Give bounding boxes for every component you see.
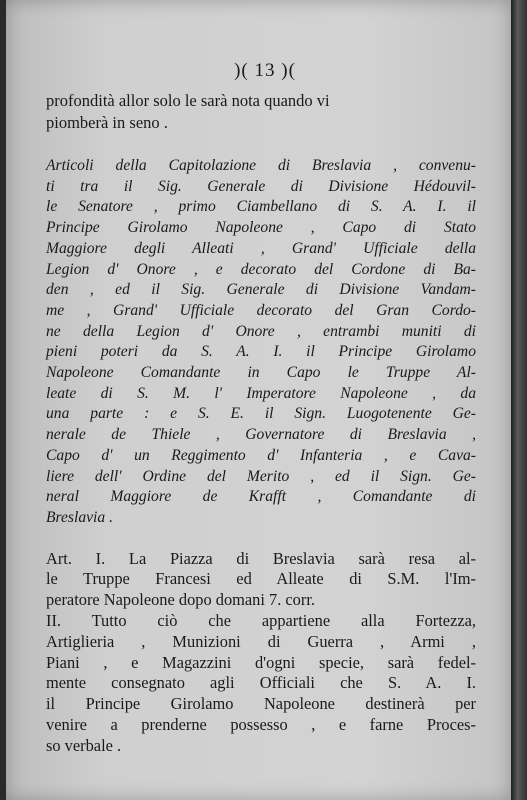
text-line: le Truppe Francesi ed Alleate di S.M. l'Im-: [46, 569, 476, 589]
text-line: Principe Girolamo Napoleone , Capo di Stato: [46, 219, 476, 237]
article-2: [46, 611, 476, 757]
text-line: le Senatore , primo Ciambellano di S. A. I. il: [46, 198, 476, 216]
text-line: Napoleone Comandante in Capo le Truppe Al-: [46, 364, 476, 382]
page-number: )( 13 )(: [234, 60, 296, 81]
capitulation-preamble: [46, 156, 476, 529]
text-line: Art. I. La Piazza di Breslavia sarà resa al-: [46, 548, 476, 568]
page-edge-shadow: [511, 0, 527, 800]
text-line: liere dell' Ordine del Merito , ed il Sign. Ge-: [46, 467, 476, 485]
text-line: me , Grand' Ufficiale decorato del Gran Cordo-: [46, 301, 476, 319]
text-line: pieni poteri da S. A. I. il Principe Girolamo: [46, 343, 476, 361]
text-line: profondità allor solo le sarà nota quando vi: [46, 91, 330, 110]
text-line: venire a prenderne possesso , e farne Proces-: [46, 715, 476, 735]
text-line: Articoli della Capitolazione di Breslavia , convenu-: [46, 157, 476, 174]
text-line: mente consegnato agli Officiali che S. A. I.: [46, 673, 476, 693]
text-line: nerale de Thiele , Governatore di Breslavia ,: [46, 426, 476, 444]
text-line: ne della Legion d' Onore , entrambi muniti di: [46, 322, 476, 340]
text-line: so verbale .: [46, 735, 122, 755]
article-1: [46, 549, 476, 611]
text-line: peratore Napoleone dopo domani 7. corr.: [46, 590, 315, 610]
text-line: Maggiore degli Alleati , Grand' Ufficiale della: [46, 239, 476, 257]
page-content: [46, 60, 476, 757]
text-line: ti tra il Sig. Generale di Divisione Hédouvil-: [46, 177, 476, 195]
text-line: leate di S. M. l' Imperatore Napoleone , da: [46, 384, 476, 402]
text-line: Breslavia .: [46, 508, 113, 526]
text-line: Piani , e Magazzini d'ogni specie, sarà fedel-: [46, 652, 476, 672]
text-line: neral Maggiore de Krafft , Comandante di: [46, 488, 476, 506]
text-line: Legion d' Onore , e decorato del Cordone di Ba-: [46, 260, 476, 278]
book-page: [6, 0, 511, 800]
opening-paragraph: [46, 90, 476, 134]
text-line: den , ed il Sig. Generale di Divisione Vandam-: [46, 281, 476, 299]
text-line: una parte : e S. E. il Sign. Luogotenente Ge-: [46, 405, 476, 423]
text-line: II. Tutto ciò che appartiene alla Fortezza,: [46, 611, 476, 631]
text-line: Artiglieria , Munizioni di Guerra , Armi ,: [46, 631, 476, 651]
text-line: Capo d' un Reggimento d' Infanteria , e Cava-: [46, 446, 476, 464]
text-line: piomberà in seno .: [46, 113, 168, 132]
text-line: il Principe Girolamo Napoleone destinerà per: [46, 694, 476, 714]
